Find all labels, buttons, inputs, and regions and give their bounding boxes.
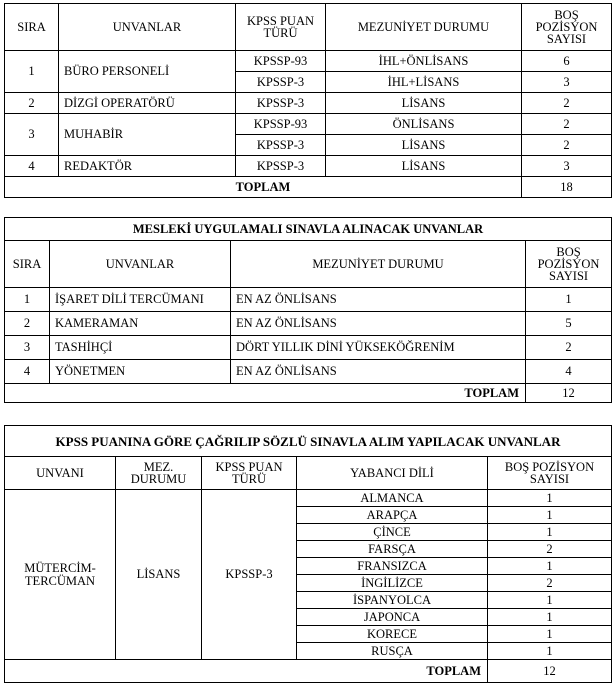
header-bos: BOŞ POZİSYON SAYISI bbox=[526, 241, 612, 288]
total-value: 12 bbox=[526, 384, 612, 403]
cell-mezuniyet: EN AZ ÖNLİSANS bbox=[231, 360, 526, 384]
cell-dil: ALMANCA bbox=[297, 490, 488, 507]
cell-dil: İSPANYOLCA bbox=[297, 592, 488, 609]
table-kpss-sozlu bbox=[4, 425, 612, 683]
cell-bos: 2 bbox=[522, 135, 612, 156]
table-row bbox=[5, 312, 612, 336]
header-kpss: KPSS PUAN TÜRÜ bbox=[202, 457, 297, 490]
cell-bos: 2 bbox=[488, 541, 612, 558]
cell-dil: ARAPÇA bbox=[297, 507, 488, 524]
table-title: KPSS PUANINA GÖRE ÇAĞRILIP SÖZLÜ SINAVLA ALIM YAPILACAK UNVANLAR bbox=[5, 426, 612, 457]
table-kpss-unvanlar bbox=[4, 3, 612, 198]
cell-mezuniyet: ÖNLİSANS bbox=[326, 114, 522, 135]
cell-bos: 1 bbox=[488, 609, 612, 626]
cell-bos: 1 bbox=[526, 288, 612, 312]
cell-dil: İNGİLİZCE bbox=[297, 575, 488, 592]
cell-kpss: KPSSP-93 bbox=[236, 51, 326, 72]
cell-mezuniyet: LİSANS bbox=[326, 135, 522, 156]
cell-mezuniyet: LİSANS bbox=[326, 93, 522, 114]
cell-bos: 2 bbox=[488, 575, 612, 592]
cell-dil: RUSÇA bbox=[297, 643, 488, 660]
total-label: TOPLAM bbox=[5, 384, 526, 403]
table-mesleki-uygulamali bbox=[4, 217, 612, 403]
cell-sira: 3 bbox=[5, 114, 59, 156]
cell-kpss: KPSSP-3 bbox=[236, 93, 326, 114]
cell-bos: 1 bbox=[488, 592, 612, 609]
header-mezuniyet: MEZUNİYET DURUMU bbox=[231, 241, 526, 288]
header-kpss: KPSS PUAN TÜRÜ bbox=[236, 4, 326, 51]
table-title: MESLEKİ UYGULAMALI SINAVLA ALINACAK UNVANLAR bbox=[5, 218, 612, 241]
header-bos: BOŞ POZİSYON SAYISI bbox=[522, 4, 612, 51]
header-unvanlar: UNVANLAR bbox=[59, 4, 236, 51]
cell-unvan: BÜRO PERSONELİ bbox=[59, 51, 236, 93]
cell-kpss: KPSSP-3 bbox=[236, 156, 326, 177]
cell-bos: 4 bbox=[526, 360, 612, 384]
cell-unvan: KAMERAMAN bbox=[50, 312, 231, 336]
table-title-row bbox=[5, 218, 612, 241]
cell-sira: 4 bbox=[5, 360, 50, 384]
cell-mezuniyet: EN AZ ÖNLİSANS bbox=[231, 312, 526, 336]
total-row bbox=[5, 384, 612, 403]
table-header-row bbox=[5, 457, 612, 490]
total-label: TOPLAM bbox=[5, 177, 522, 198]
cell-bos: 1 bbox=[488, 524, 612, 541]
total-value: 12 bbox=[488, 660, 612, 683]
cell-kpss: KPSSP-93 bbox=[236, 114, 326, 135]
header-mezuniyet: MEZUNİYET DURUMU bbox=[326, 4, 522, 51]
cell-mezuniyet: DÖRT YILLIK DİNİ YÜKSEKÖĞRENİM bbox=[231, 336, 526, 360]
cell-bos: 2 bbox=[522, 114, 612, 135]
header-unvanlar: UNVANLAR bbox=[50, 241, 231, 288]
table-row bbox=[5, 360, 612, 384]
cell-bos: 5 bbox=[526, 312, 612, 336]
table-title-row bbox=[5, 426, 612, 457]
cell-dil: JAPONCA bbox=[297, 609, 488, 626]
cell-sira: 2 bbox=[5, 312, 50, 336]
cell-mezuniyet: LİSANS bbox=[116, 490, 202, 660]
total-label: TOPLAM bbox=[5, 660, 488, 683]
cell-unvan: İŞARET DİLİ TERCÜMANI bbox=[50, 288, 231, 312]
table-row bbox=[5, 114, 612, 135]
cell-unvan: MUHABİR bbox=[59, 114, 236, 156]
table-row bbox=[5, 288, 612, 312]
table-row bbox=[5, 93, 612, 114]
cell-kpss: KPSSP-3 bbox=[202, 490, 297, 660]
cell-bos: 3 bbox=[522, 156, 612, 177]
cell-unvan: DİZGİ OPERATÖRÜ bbox=[59, 93, 236, 114]
header-mez: MEZ. DURUMU bbox=[116, 457, 202, 490]
table-header-row bbox=[5, 241, 612, 288]
cell-bos: 1 bbox=[488, 490, 612, 507]
cell-unvan: MÜTERCİM-TERCÜMAN bbox=[5, 490, 116, 660]
cell-dil: ÇİNCE bbox=[297, 524, 488, 541]
header-bos: BOŞ POZİSYON SAYISI bbox=[488, 457, 612, 490]
cell-sira: 2 bbox=[5, 93, 59, 114]
total-row bbox=[5, 660, 612, 683]
table-row bbox=[5, 51, 612, 72]
table-row bbox=[5, 490, 612, 507]
header-sira: SIRA bbox=[5, 4, 59, 51]
cell-dil: KORECE bbox=[297, 626, 488, 643]
cell-unvan: REDAKTÖR bbox=[59, 156, 236, 177]
table-row bbox=[5, 336, 612, 360]
header-sira: SIRA bbox=[5, 241, 50, 288]
header-dil: YABANCI DİLİ bbox=[297, 457, 488, 490]
cell-kpss: KPSSP-3 bbox=[236, 135, 326, 156]
cell-bos: 1 bbox=[488, 558, 612, 575]
cell-sira: 4 bbox=[5, 156, 59, 177]
cell-bos: 6 bbox=[522, 51, 612, 72]
cell-sira: 3 bbox=[5, 336, 50, 360]
cell-bos: 2 bbox=[522, 93, 612, 114]
total-value: 18 bbox=[522, 177, 612, 198]
cell-bos: 1 bbox=[488, 643, 612, 660]
cell-unvan: TASHİHÇİ bbox=[50, 336, 231, 360]
cell-mezuniyet: İHL+ÖNLİSANS bbox=[326, 51, 522, 72]
cell-sira: 1 bbox=[5, 51, 59, 93]
table-row bbox=[5, 156, 612, 177]
cell-sira: 1 bbox=[5, 288, 50, 312]
total-row bbox=[5, 177, 612, 198]
cell-bos: 2 bbox=[526, 336, 612, 360]
cell-unvan: YÖNETMEN bbox=[50, 360, 231, 384]
cell-dil: FRANSIZCA bbox=[297, 558, 488, 575]
cell-bos: 1 bbox=[488, 626, 612, 643]
cell-mezuniyet: LİSANS bbox=[326, 156, 522, 177]
header-unvani: UNVANI bbox=[5, 457, 116, 490]
table-header-row bbox=[5, 4, 612, 51]
cell-kpss: KPSSP-3 bbox=[236, 72, 326, 93]
cell-dil: FARSÇA bbox=[297, 541, 488, 558]
cell-bos: 3 bbox=[522, 72, 612, 93]
cell-mezuniyet: EN AZ ÖNLİSANS bbox=[231, 288, 526, 312]
cell-bos: 1 bbox=[488, 507, 612, 524]
cell-mezuniyet: İHL+LİSANS bbox=[326, 72, 522, 93]
